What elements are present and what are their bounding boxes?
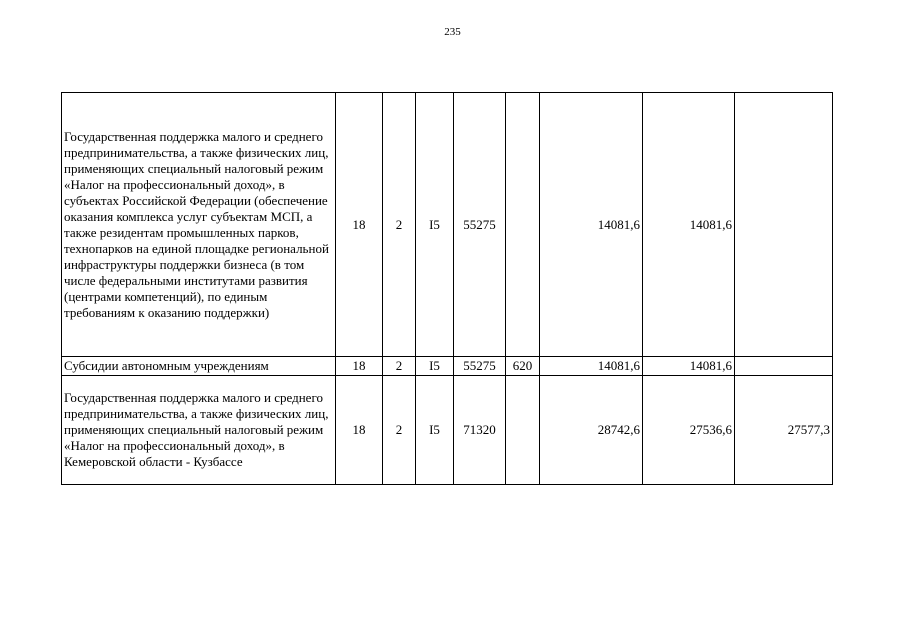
cell-value-2: 14081,6 xyxy=(643,357,735,376)
page-number: 235 xyxy=(444,26,461,38)
cell-code-4: 55275 xyxy=(454,93,506,357)
cell-code-1: 18 xyxy=(336,93,383,357)
row-name: Государственная поддержка малого и среднего предпринимательства, а также физических лиц, применяющих специальный налоговый режим «Налог на профессиональный доход», в субъектах Российской Федерации (обеспечение оказания комплекса услуг субъектам МСП, а также резидентам промышленных парков, технопарков на единой площадке региональной инфраструктуры поддержки бизнеса (в том числе федеральными институтами развития (центрами компетенций), по единым требованиям к оказанию поддержки) xyxy=(62,93,336,357)
cell-value-3 xyxy=(735,93,833,357)
cell-value-3: 27577,3 xyxy=(735,376,833,485)
cell-code-3: I5 xyxy=(416,93,454,357)
table-row xyxy=(62,376,833,485)
row-name: Субсидии автономным учреждениям xyxy=(62,357,336,376)
cell-code-2: 2 xyxy=(383,357,416,376)
cell-code-4: 55275 xyxy=(454,357,506,376)
cell-code-5 xyxy=(506,376,540,485)
cell-value-1: 28742,6 xyxy=(540,376,643,485)
cell-code-5 xyxy=(506,93,540,357)
cell-code-3: I5 xyxy=(416,376,454,485)
cell-value-3 xyxy=(735,357,833,376)
cell-value-1: 14081,6 xyxy=(540,93,643,357)
cell-code-5: 620 xyxy=(506,357,540,376)
cell-code-2: 2 xyxy=(383,376,416,485)
row-name: Государственная поддержка малого и среднего предпринимательства, а также физических лиц, применяющих специальный налоговый режим «Налог на профессиональный доход», в Кемеровской области - Кузбассе xyxy=(62,376,336,485)
budget-table xyxy=(61,92,833,485)
cell-code-3: I5 xyxy=(416,357,454,376)
cell-value-1: 14081,6 xyxy=(540,357,643,376)
cell-value-2: 14081,6 xyxy=(643,93,735,357)
cell-value-2: 27536,6 xyxy=(643,376,735,485)
cell-code-1: 18 xyxy=(336,376,383,485)
table-row xyxy=(62,93,833,357)
cell-code-1: 18 xyxy=(336,357,383,376)
cell-code-2: 2 xyxy=(383,93,416,357)
cell-code-4: 71320 xyxy=(454,376,506,485)
table-row xyxy=(62,357,833,376)
